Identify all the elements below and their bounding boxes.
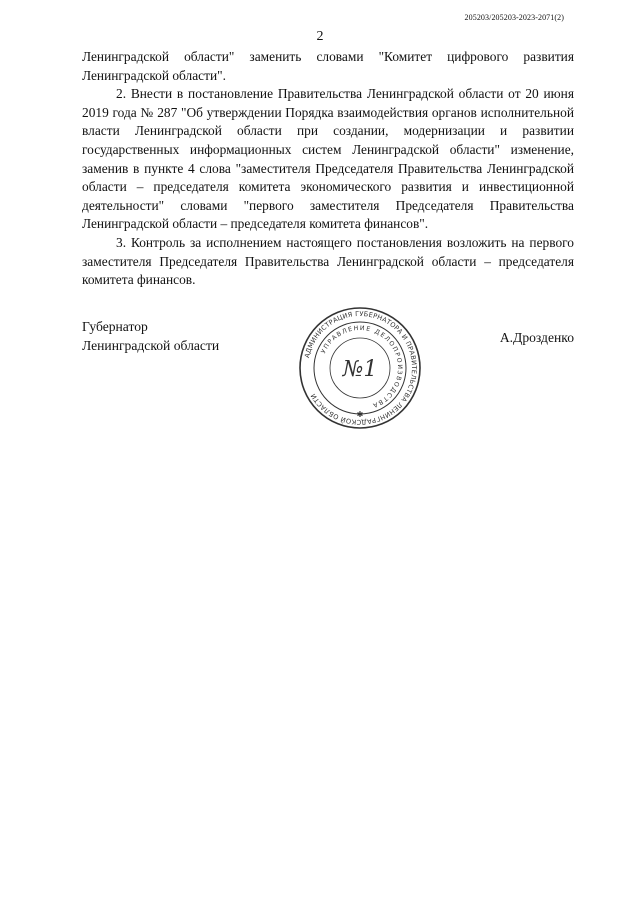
signatory-title: [82, 318, 219, 355]
document-body: [82, 48, 574, 290]
seal-outer-text: АДМИНИСТРАЦИЯ ГУБЕРНАТОРА И ПРАВИТЕЛЬСТВА ЛЕНИНГРАДСКОЙ ОБЛАСТИ: [303, 309, 419, 427]
signatory-title-line-2: Ленинградской области: [82, 337, 220, 353]
official-seal: [298, 306, 422, 430]
signatory-name: А.Дрозденко: [499, 330, 574, 345]
seal-inner-text: УПРАВЛЕНИЕ ДЕЛОПРОИЗВОДСТВА: [320, 324, 404, 410]
page-number: 2: [316, 29, 324, 44]
paragraph-3: 3. Контроль за исполнением настоящего постановления возложить на первого заместителя Председателя Правительства Ленинградской области – председателя комитета финансов.: [82, 234, 574, 288]
seal-center-text: №1: [342, 357, 378, 382]
paragraph-2: 2. Внести в постановление Правительства Ленинградской области от 20 июня 2019 года № 287 "Об утверждении Порядка взаимодействия органов исполнительной власти Ленинградской области при создании, модернизации и развитии государственных информационных систем Ленинградской области" изменение, заменив в пункте 4 слова "заместителя Председателя Правительства Ленинградской области – председателя комитета экономического развития и инвестиционной деятельности" словами "первого заместителя Председателя Правительства Ленинградской области – председателя комитета финансов".: [82, 86, 574, 232]
doc-code: 205203/205203-2023-2071(2): [464, 13, 564, 22]
seal-star-icon: ✱: [356, 410, 364, 419]
signatory-title-line-1: Губернатор: [82, 319, 148, 334]
paragraph-1: Ленинградской области" заменить словами "Комитет цифрового развития Ленинградской области".: [82, 49, 574, 83]
signature-block: [82, 309, 574, 428]
